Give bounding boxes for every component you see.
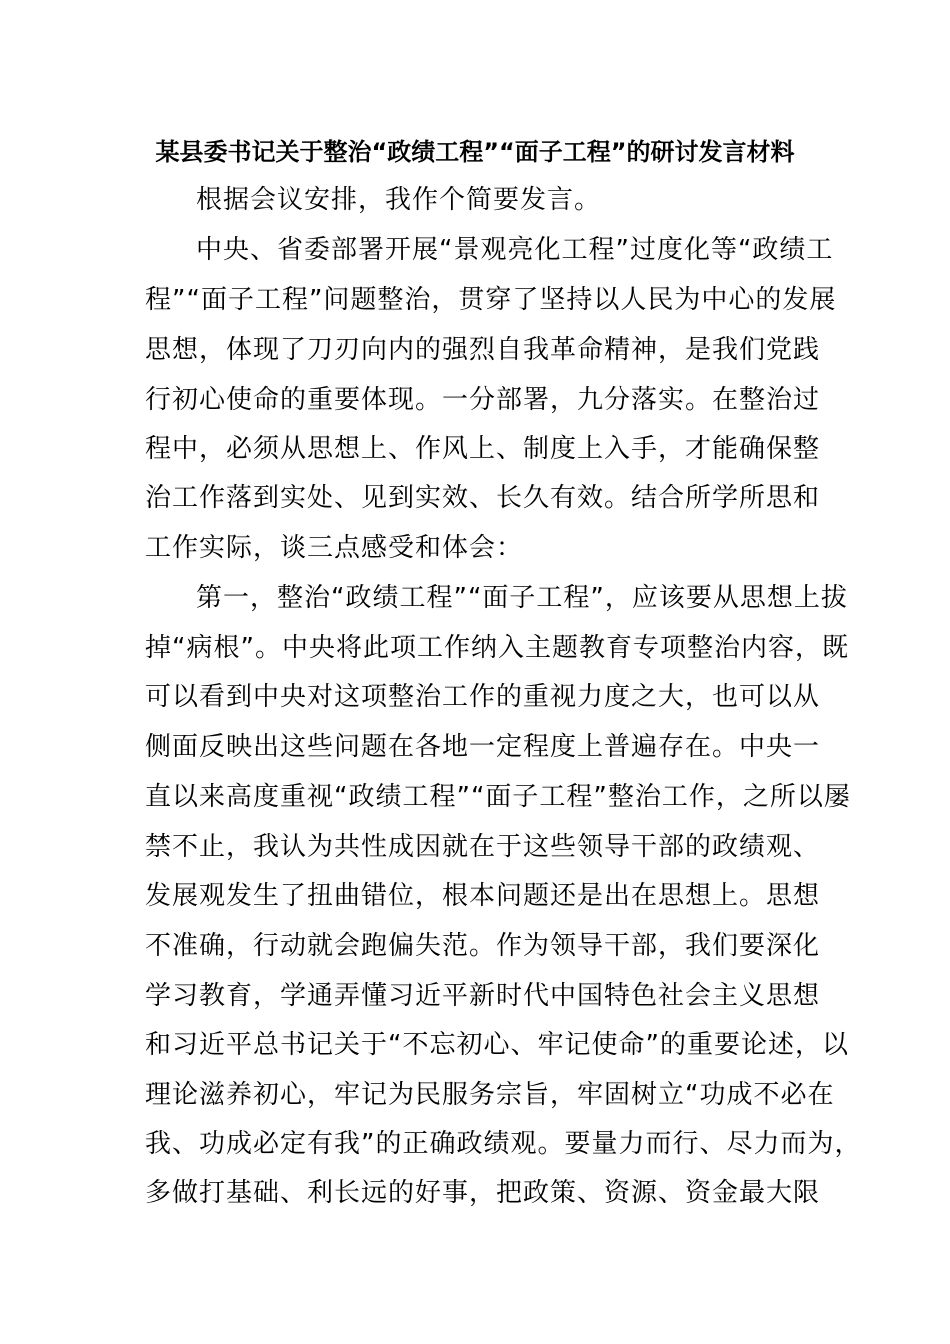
- paragraph-line: 可以看到中央对这项整治工作的重视力度之大，也可以从: [145, 682, 821, 712]
- paragraph-line: 学习教育，学通弄懂习近平新时代中国特色社会主义思想: [145, 981, 821, 1011]
- paragraph-line: 行初心使命的重要体现。一分部署，九分落实。在整治过: [145, 385, 821, 415]
- paragraph-line: 侧面反映出这些问题在各地一定程度上普遍存在。中央一: [145, 732, 821, 762]
- paragraph-line: 禁不止，我认为共性成因就在于这些领导干部的政绩观、: [145, 832, 821, 862]
- paragraph-line: 治工作落到实处、见到实效、长久有效。结合所学所思和: [145, 483, 821, 513]
- paragraph-line: 掉“病根”。中央将此项工作纳入主题教育专项整治内容，既: [145, 633, 849, 663]
- paragraph-line: 理论滋养初心，牢记为民服务宗旨，牢固树立“功成不必在: [145, 1080, 835, 1110]
- paragraph-line: 我、功成必定有我”的正确政绩观。要量力而行、尽力而为，: [145, 1129, 862, 1159]
- paragraph-line: 程中，必须从思想上、作风上、制度上入手，才能确保整: [145, 434, 821, 464]
- paragraph-line: 直以来高度重视“政绩工程”“面子工程”整治工作，之所以屡: [145, 782, 851, 812]
- paragraph-line: 和习近平总书记关于“不忘初心、牢记使命”的重要论述，以: [145, 1030, 849, 1060]
- document-title: 某县委书记关于整治“政绩工程”“面子工程”的研讨发言材料: [155, 138, 795, 166]
- paragraph-line: 中央、省委部署开展“景观亮化工程”过度化等“政绩工: [196, 235, 834, 265]
- paragraph-line: 根据会议安排，我作个简要发言。: [196, 185, 602, 215]
- paragraph-line: 思想，体现了刀刃向内的强烈自我革命精神，是我们党践: [145, 335, 821, 365]
- paragraph-line: 第一，整治“政绩工程”“面子工程”，应该要从思想上拔: [196, 583, 848, 613]
- paragraph-line: 程”“面子工程”问题整治，贯穿了坚持以人民为中心的发展: [145, 285, 837, 315]
- paragraph-line: 多做打基础、利长远的好事，把政策、资源、资金最大限: [145, 1178, 821, 1208]
- paragraph-line: 工作实际，谈三点感受和体会：: [145, 533, 524, 563]
- paragraph-line: 不准确，行动就会跑偏失范。作为领导干部，我们要深化: [145, 931, 821, 961]
- paragraph-line: 发展观发生了扭曲错位，根本问题还是出在思想上。思想: [145, 881, 821, 911]
